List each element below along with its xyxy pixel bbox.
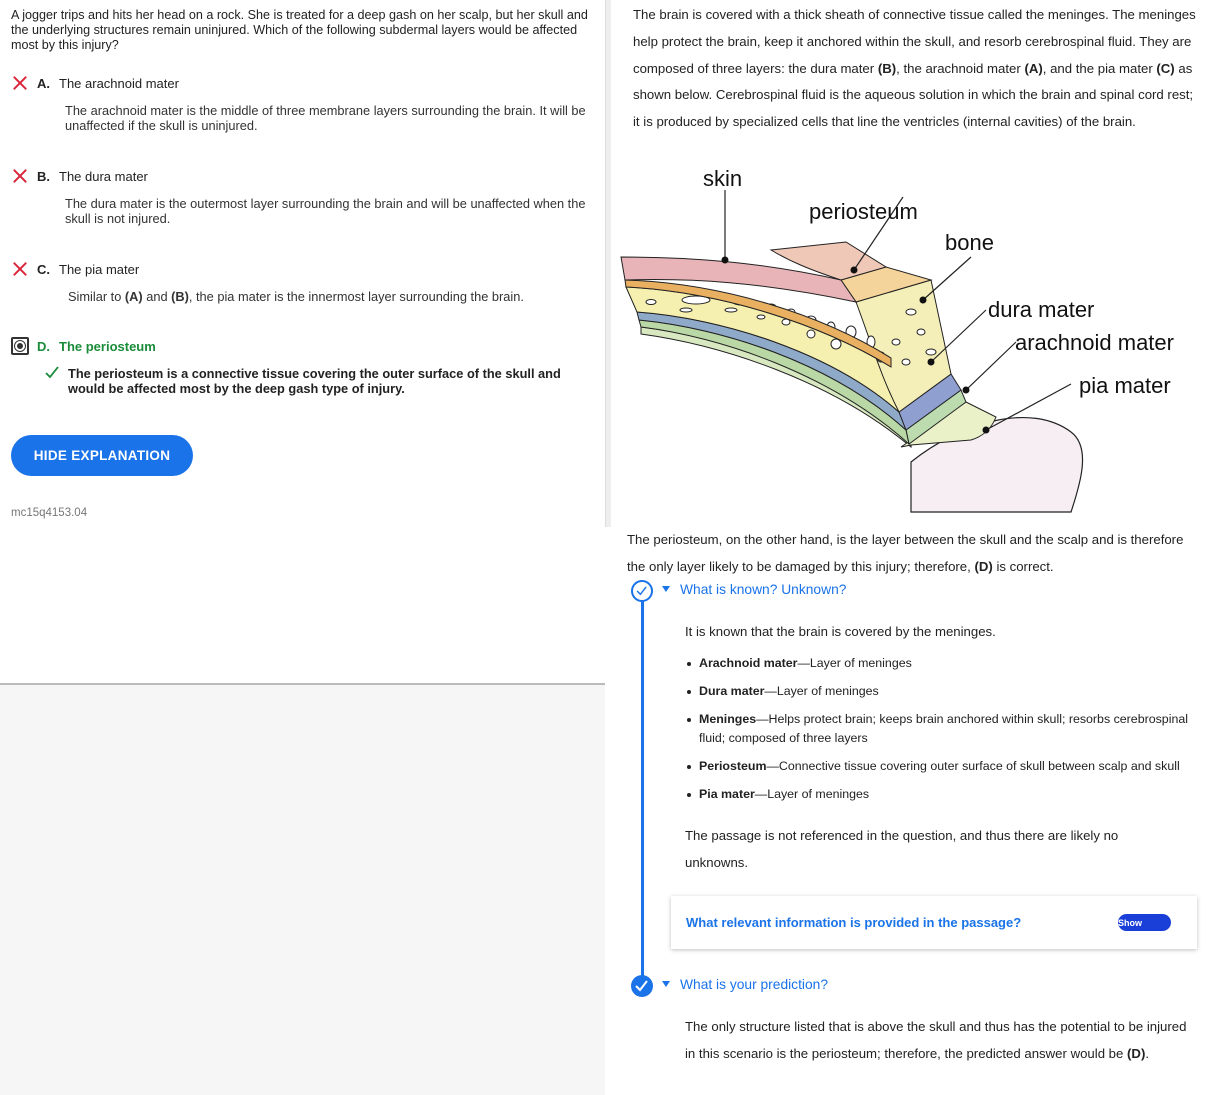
choice-label: The dura mater [59,168,148,184]
known-intro: It is known that the brain is covered by the meninges. [685,624,996,639]
choice-letter: C. [37,261,50,277]
list-item: Meninges—Helps protect brain; keeps brain anchored within skull; resorbs cerebrospinal fluid; composed of three layers [685,710,1205,748]
known-outro: The passage is not referenced in the question, and thus there are likely no unknowns. [685,828,1119,870]
passage-paragraph-2: The periosteum, on the other hand, is the layer between the skull and the scalp and is therefore the only layer likely to be damaged by this injury; therefore, (D) is correct. [627,532,1184,574]
label-arachnoid-mater: arachnoid mater [1015,330,1174,355]
incorrect-x-icon [11,167,29,185]
choice-a[interactable] [11,73,601,133]
label-periosteum: periosteum [809,199,918,224]
choice-d[interactable] [11,336,601,396]
check-icon [44,364,60,380]
label-bone: bone [945,230,994,255]
list-item: Arachnoid mater—Layer of meninges [685,654,1205,673]
question-id: mc15q4153.04 [11,507,88,519]
choice-letter: B. [37,168,50,184]
choice-explanation: Similar to (A) and (B), the pia mater is the innermost layer surrounding the brain. [68,289,524,304]
choice-explanation: The arachnoid mater is the middle of three membrane layers surrounding the brain. It will be unaffected if the skull is uninjured. [65,103,586,133]
label-pia-mater: pia mater [1079,373,1171,398]
meninges-diagram [611,162,1207,527]
choice-label: The periosteum [59,338,156,354]
choice-letter: D. [37,338,50,354]
incorrect-x-icon [11,260,29,278]
selected-radio-icon[interactable] [11,337,29,355]
relevant-info-card[interactable] [671,896,1197,949]
relevant-info-title: What relevant information is provided in the passage? [686,915,1022,930]
choice-explanation: The dura mater is the outermost layer surrounding the brain and will be unaffected when the skull is not injured. [65,196,586,226]
section-title-prediction[interactable]: What is your prediction? [680,977,828,992]
list-item: Periosteum—Connective tissue covering outer surface of skull between scalp and skull [685,757,1205,776]
label-skin: skin [703,166,743,191]
collapse-caret-icon[interactable] [662,981,670,987]
list-item: Pia mater—Layer of meninges [685,785,1205,804]
steps-timeline [641,590,644,988]
explanation-pane [611,0,1207,1095]
step-check-filled-icon [631,975,653,997]
prediction-text: The only structure listed that is above the skull and thus has the potential to be injured in this scenario is the periosteum; therefore, the predicted answer would be (D). [685,1019,1187,1061]
collapse-caret-icon[interactable] [662,586,670,592]
incorrect-x-icon [11,74,29,92]
question-stem: A jogger trips and hits her head on a rock. She is treated for a deep gash on her scalp, but her skull and the underlying structures remain uninjured. Which of the following subdermal layers would be affected most by this injury? [11,8,588,52]
choice-c[interactable] [11,259,601,304]
label-dura-mater: dura mater [988,297,1095,322]
show-button[interactable]: Show [1118,914,1171,931]
hide-explanation-button[interactable]: HIDE EXPLANATION [11,435,193,476]
passage-paragraph: The brain is covered with a thick sheath of connective tissue called the meninges. The meninges help protect the brain, keep it anchored within the skull, and resorb cerebrospinal fluid. They are composed of three layers: the dura mater (B), the arachnoid mater (A), and the pia mater (C) as shown below. Cerebrospinal fluid is the aqueous solution in which the brain and spinal cord rest; it is produced by specialized cells that line the ventricles (internal cavities) of the brain. [633,7,1196,130]
choice-label: The arachnoid mater [59,75,179,91]
choice-letter: A. [37,75,50,91]
choice-label: The pia mater [59,261,140,277]
choice-explanation: The periosteum is a connective tissue covering the outer surface of the skull and would be affected most by the deep gash type of injury. [11,366,601,396]
choice-b[interactable] [11,166,601,226]
section-title-known[interactable]: What is known? Unknown? [680,582,847,597]
list-item: Dura mater—Layer of meninges [685,682,1205,701]
step-check-icon [631,580,653,602]
known-list [685,654,1205,813]
bottom-pane [0,685,605,1095]
